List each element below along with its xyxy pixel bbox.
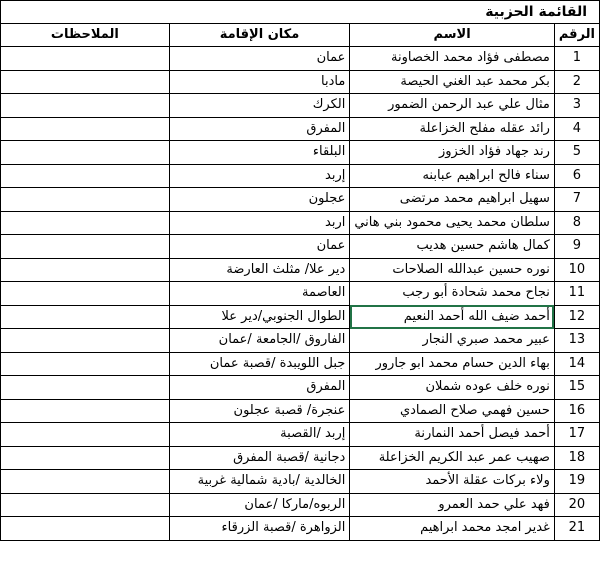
notes-cell[interactable] <box>1 493 170 517</box>
row-number-cell[interactable]: 8 <box>554 211 599 235</box>
table-row <box>1 352 600 376</box>
name-cell[interactable]: غدير امجد محمد ابراهيم <box>350 517 555 541</box>
table-row <box>1 282 600 306</box>
notes-cell[interactable] <box>1 329 170 353</box>
row-number-cell[interactable]: 20 <box>554 493 599 517</box>
row-number-cell[interactable]: 17 <box>554 423 599 447</box>
residence-cell[interactable]: جبل اللويبدة /قصبة عمان <box>169 352 350 376</box>
notes-cell[interactable] <box>1 446 170 470</box>
row-number-cell[interactable]: 19 <box>554 470 599 494</box>
table-row <box>1 446 600 470</box>
notes-cell[interactable] <box>1 188 170 212</box>
notes-cell[interactable] <box>1 141 170 165</box>
name-cell[interactable]: نجاح محمد شحادة أبو رجب <box>350 282 555 306</box>
notes-cell[interactable] <box>1 470 170 494</box>
residence-cell[interactable]: دجانية /قصبة المفرق <box>169 446 350 470</box>
notes-cell[interactable] <box>1 258 170 282</box>
table-row <box>1 117 600 141</box>
name-cell[interactable]: سهيل ابراهيم محمد مرتضى <box>350 188 555 212</box>
residence-cell[interactable]: إربد /القصبة <box>169 423 350 447</box>
row-number-cell[interactable]: 13 <box>554 329 599 353</box>
name-cell[interactable]: مصطفى فؤاد محمد الخصاونة <box>350 47 555 71</box>
residence-cell[interactable]: البلقاء <box>169 141 350 165</box>
title-row <box>1 1 600 24</box>
residence-cell[interactable]: الفاروق /الجامعة /عمان <box>169 329 350 353</box>
table-row <box>1 164 600 188</box>
residence-cell[interactable]: عنجرة/ قصبة عجلون <box>169 399 350 423</box>
notes-cell[interactable] <box>1 282 170 306</box>
name-cell[interactable]: أحمد فيصل أحمد النمارنة <box>350 423 555 447</box>
name-cell[interactable]: سناء فالح ابراهيم عبابنه <box>350 164 555 188</box>
row-number-cell[interactable]: 7 <box>554 188 599 212</box>
name-cell[interactable]: صهيب عمر عبد الكريم الخزاعلة <box>350 446 555 470</box>
residence-cell[interactable]: مادبا <box>169 70 350 94</box>
notes-cell[interactable] <box>1 235 170 259</box>
row-number-cell[interactable]: 1 <box>554 47 599 71</box>
name-cell[interactable]: ولاء بركات عقلة الأحمد <box>350 470 555 494</box>
residence-cell[interactable]: المفرق <box>169 117 350 141</box>
row-number-cell[interactable]: 14 <box>554 352 599 376</box>
table-row <box>1 141 600 165</box>
notes-cell[interactable] <box>1 423 170 447</box>
name-cell[interactable]: رند جهاد فؤاد الخزوز <box>350 141 555 165</box>
notes-cell[interactable] <box>1 305 170 329</box>
notes-cell[interactable] <box>1 117 170 141</box>
residence-cell[interactable]: الزواهرة /قصبة الزرقاء <box>169 517 350 541</box>
name-cell[interactable]: نوره خلف عوده شملان <box>350 376 555 400</box>
table-row <box>1 493 600 517</box>
residence-cell[interactable]: الطوال الجنوبي/دير علا <box>169 305 350 329</box>
table-row <box>1 517 600 541</box>
residence-cell[interactable]: العاصمة <box>169 282 350 306</box>
header-number[interactable]: الرقم <box>554 24 599 47</box>
name-cell[interactable]: فهد علي حمد العمرو <box>350 493 555 517</box>
header-row <box>1 24 600 47</box>
name-cell[interactable]: حسين فهمي صلاح الصمادي <box>350 399 555 423</box>
residence-cell[interactable]: المفرق <box>169 376 350 400</box>
table-row <box>1 188 600 212</box>
table-row <box>1 376 600 400</box>
row-number-cell[interactable]: 5 <box>554 141 599 165</box>
notes-cell[interactable] <box>1 47 170 71</box>
table-title[interactable]: القائمة الحزبية <box>1 1 600 24</box>
row-number-cell[interactable]: 21 <box>554 517 599 541</box>
row-number-cell[interactable]: 15 <box>554 376 599 400</box>
notes-cell[interactable] <box>1 211 170 235</box>
table-row <box>1 329 600 353</box>
name-cell[interactable]: كمال هاشم حسين هديب <box>350 235 555 259</box>
notes-cell[interactable] <box>1 70 170 94</box>
table-row <box>1 70 600 94</box>
name-cell[interactable]: بهاء الدين حسام محمد ابو جارور <box>350 352 555 376</box>
notes-cell[interactable] <box>1 164 170 188</box>
table-row <box>1 423 600 447</box>
residence-cell[interactable]: دير علا/ مثلث العارضة <box>169 258 350 282</box>
name-cell[interactable]: أحمد ضيف الله أحمد النعيم <box>350 305 555 329</box>
row-number-cell[interactable]: 2 <box>554 70 599 94</box>
header-name[interactable]: الاسم <box>350 24 555 47</box>
residence-cell[interactable]: الكرك <box>169 94 350 118</box>
table-row <box>1 305 600 329</box>
table-row <box>1 94 600 118</box>
row-number-cell[interactable]: 9 <box>554 235 599 259</box>
name-cell[interactable]: رائد عقله مفلح الخزاعلة <box>350 117 555 141</box>
residence-cell[interactable]: عمان <box>169 47 350 71</box>
notes-cell[interactable] <box>1 94 170 118</box>
name-cell[interactable]: سلطان محمد يحيى محمود بني هاني <box>350 211 555 235</box>
row-number-cell[interactable]: 12 <box>554 305 599 329</box>
table-row <box>1 399 600 423</box>
row-number-cell[interactable]: 11 <box>554 282 599 306</box>
row-number-cell[interactable]: 10 <box>554 258 599 282</box>
row-number-cell[interactable]: 16 <box>554 399 599 423</box>
notes-cell[interactable] <box>1 517 170 541</box>
row-number-cell[interactable]: 6 <box>554 164 599 188</box>
table-row <box>1 47 600 71</box>
residence-cell[interactable]: اربد <box>169 211 350 235</box>
residence-cell[interactable]: الربوه/ماركا /عمان <box>169 493 350 517</box>
name-cell[interactable]: مثال علي عبد الرحمن الضمور <box>350 94 555 118</box>
name-cell[interactable]: بكر محمد عبد الغني الحيصة <box>350 70 555 94</box>
residence-cell[interactable]: الخالدية /بادية شمالية غربية <box>169 470 350 494</box>
name-cell[interactable]: نوره حسين عبدالله الصلاحات <box>350 258 555 282</box>
row-number-cell[interactable]: 4 <box>554 117 599 141</box>
residence-cell[interactable]: عجلون <box>169 188 350 212</box>
notes-cell[interactable] <box>1 352 170 376</box>
table-row <box>1 235 600 259</box>
header-residence[interactable]: مكان الإقامة <box>169 24 350 47</box>
table-row <box>1 470 600 494</box>
residence-cell[interactable]: عمان <box>169 235 350 259</box>
notes-cell[interactable] <box>1 399 170 423</box>
notes-cell[interactable] <box>1 376 170 400</box>
residence-cell[interactable]: إربد <box>169 164 350 188</box>
row-number-cell[interactable]: 3 <box>554 94 599 118</box>
table-row <box>1 258 600 282</box>
name-cell[interactable]: عبير محمد صبري النجار <box>350 329 555 353</box>
table-row <box>1 211 600 235</box>
row-number-cell[interactable]: 18 <box>554 446 599 470</box>
header-notes[interactable]: الملاحظات <box>1 24 170 47</box>
